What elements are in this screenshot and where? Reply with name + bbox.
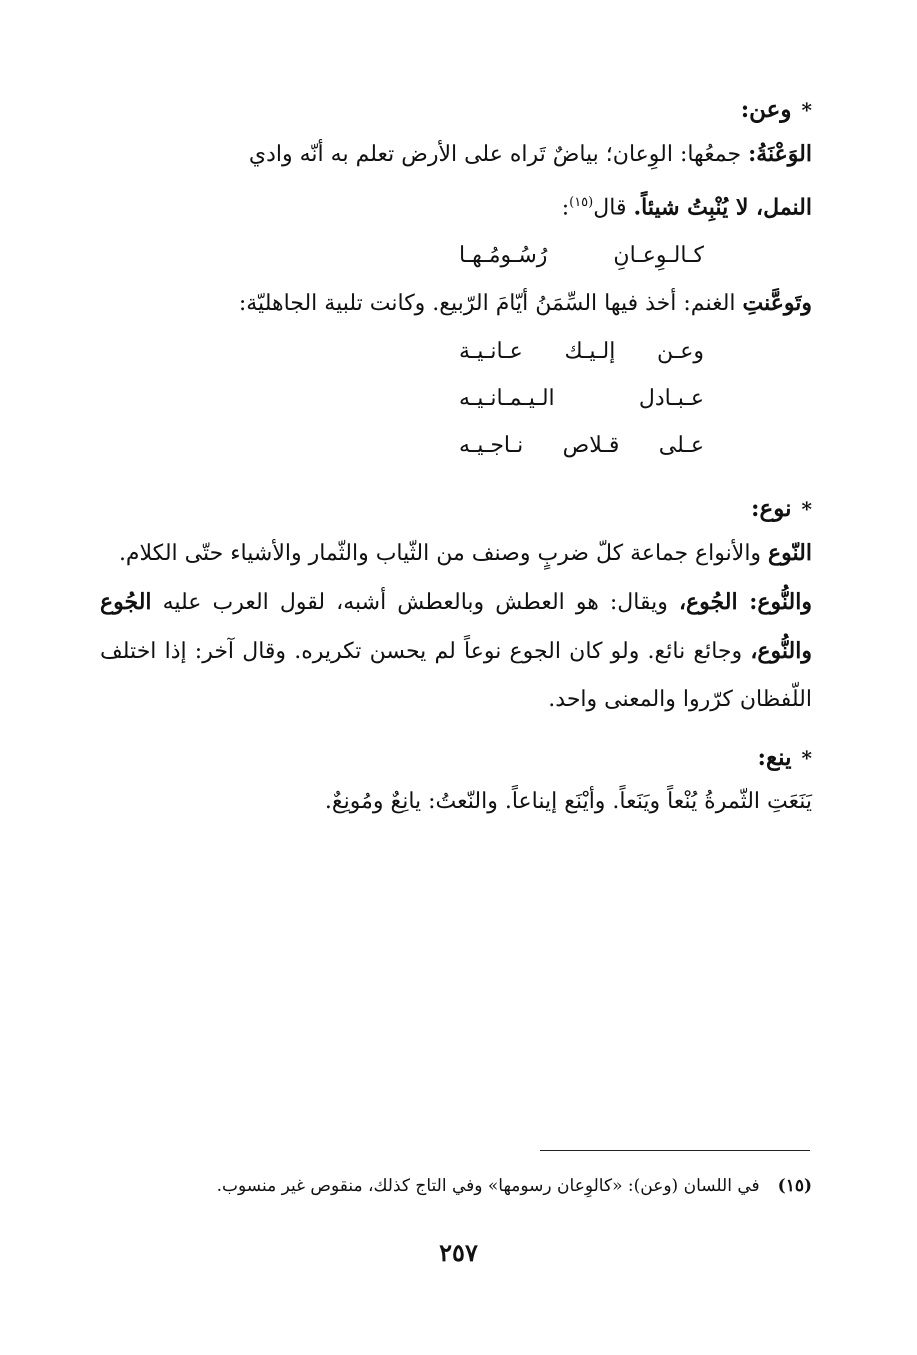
verse-line: عـبـادل الـيـمـانـيـه	[459, 386, 704, 412]
text: قال	[593, 195, 634, 221]
text: :	[561, 195, 570, 221]
entry-naw	[100, 489, 812, 724]
entry-yana	[100, 738, 812, 826]
text: وجائع نائع. ولو كان الجوع نوعاً لم يحسن تكريره. وقال آخر: إذا اختلف اللّفظان كرّروا والمعنى واحد.	[100, 639, 812, 713]
entry-heading	[100, 738, 812, 778]
asterisk-icon: *	[801, 746, 812, 771]
definition-text	[100, 279, 812, 328]
definition-text	[100, 578, 812, 724]
term: النّوع	[768, 540, 812, 567]
definition-text	[100, 130, 812, 179]
footnote	[100, 1172, 812, 1200]
page-number: ٢٥٧	[439, 1238, 478, 1267]
footnote-ref[interactable]: (١٥)	[569, 195, 594, 210]
footnote-divider	[540, 1150, 810, 1151]
text: الغنم: أخذ فيها السِّمَنُ أيّامَ الرّبيع. وكانت تلبية الجاهليّة:	[238, 291, 743, 317]
page-body	[100, 90, 812, 826]
term: الجُوع والنُّوع،	[100, 589, 812, 665]
text: يَنَعَتِ الثّمرةُ يُنْعاً ويَنَعاً. وأيْنَع إيناعاً. والنّعتُ: يانِعٌ ومُونِعٌ.	[324, 789, 812, 815]
entry-heading	[100, 489, 812, 529]
verse-line: عـلى قـلاص نـاجـيـه	[459, 433, 704, 459]
entry-waan	[100, 90, 812, 469]
term: النمل، لا يُنْبِتُ شيئاً.	[633, 194, 812, 221]
text: جمعُها: الوِعان؛ بياضٌ تَراه على الأرض تعلم به أنّه وادي	[248, 142, 749, 167]
footnote-text: في اللسان (وعن): «كالوِعان رسومها» وفي التاج كذلك، منقوص غير منسوب.	[216, 1176, 760, 1196]
definition-text	[100, 179, 812, 232]
headword: نوع:	[751, 495, 792, 523]
headword: وعن:	[740, 96, 792, 123]
verse-line: وعـن إلـيـك عـانـيـة	[459, 339, 704, 365]
term: والنُّوع: الجُوع،	[678, 589, 812, 616]
headword: ينع:	[757, 744, 792, 772]
text: والأنواع جماعة كلّ ضربٍ وصنف من الثّياب والثّمار والأشياء حتّى الكلام.	[118, 541, 769, 567]
footnote-number: (١٥)	[777, 1176, 812, 1196]
entry-heading	[100, 90, 812, 130]
asterisk-icon: *	[801, 497, 812, 522]
verse-line: كـالـوِعـانِ رُسُـومُـهـا	[459, 243, 704, 269]
term: الوَعْنَةُ:	[748, 141, 812, 167]
text: ويقال: هو العطش وبالعطش أشبه، لقول العرب عليه	[151, 590, 679, 616]
term: وتَوعَّنتِ	[742, 290, 812, 317]
definition-text	[100, 778, 812, 826]
asterisk-icon: *	[801, 98, 812, 122]
definition-text	[100, 529, 812, 578]
